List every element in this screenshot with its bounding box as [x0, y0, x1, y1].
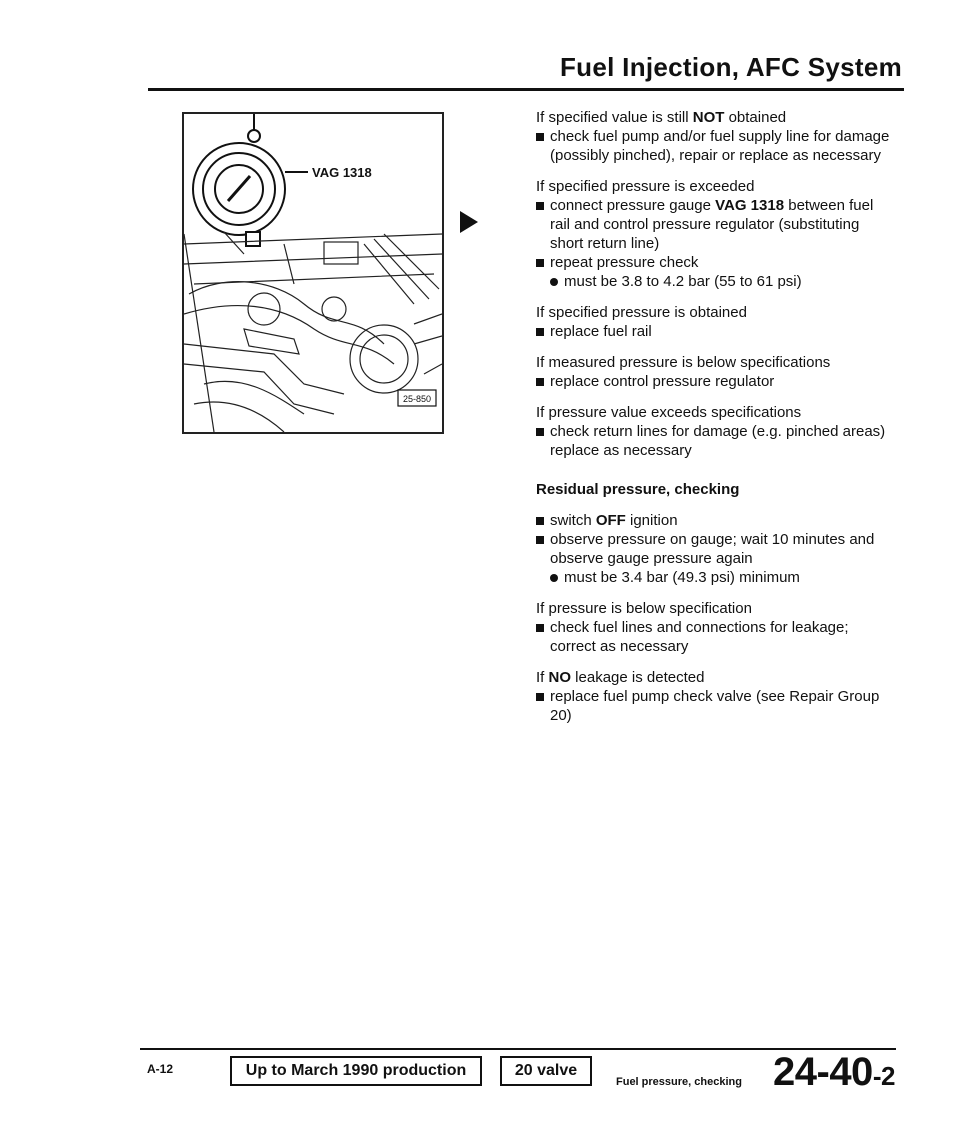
- list-item: check fuel pump and/or fuel supply line for damage (possibly pinched), repair or replace as necessary: [536, 127, 896, 165]
- page-title: Fuel Injection, AFC System: [560, 52, 903, 82]
- procedure-text: [536, 108, 896, 737]
- list-item: replace fuel rail: [536, 322, 896, 341]
- page-number: 24-40-2: [773, 1050, 895, 1094]
- production-label: Up to March 1990 production: [230, 1056, 482, 1086]
- footer-caption: Fuel pressure, checking: [616, 1076, 742, 1088]
- pressure-gauge-icon: [193, 114, 308, 246]
- list-item: observe pressure on gauge; wait 10 minutes and observe gauge pressure again: [536, 530, 896, 568]
- block-exceeded: If specified pressure is exceeded connect pressure gauge VAG 1318 between fuel rail and control pressure regulator (substituting short return line) repeat pressure check must be 3.8 to 4.2 bar (55 to 61 psi): [536, 177, 896, 291]
- block-exceeds-spec: If pressure value exceeds specifications check return lines for damage (e.g. pinched areas) replace as necessary: [536, 403, 896, 460]
- list-item: repeat pressure check: [536, 253, 896, 272]
- figure-code: 25-850: [403, 394, 432, 404]
- valve-label: 20 valve: [500, 1056, 592, 1086]
- block-no-leakage: If NO leakage is detected replace fuel pump check valve (see Repair Group 20): [536, 668, 896, 725]
- list-item: replace control pressure regulator: [536, 372, 896, 391]
- block-residual: [536, 511, 896, 587]
- pointer-arrow-icon: [460, 211, 478, 233]
- header-rule: [148, 88, 904, 91]
- engine-illustration: [182, 112, 444, 434]
- list-item: connect pressure gauge VAG 1318 between fuel rail and control pressure regulator (substituting short return line): [536, 196, 896, 253]
- list-subitem: must be 3.8 to 4.2 bar (55 to 61 psi): [536, 272, 896, 291]
- page-code: A-12: [147, 1062, 174, 1076]
- list-item: check fuel lines and connections for leakage; correct as necessary: [536, 618, 896, 656]
- block-below-spec: If measured pressure is below specifications replace control pressure regulator: [536, 353, 896, 391]
- gauge-label: VAG 1318: [312, 165, 372, 180]
- list-item: check return lines for damage (e.g. pinched areas) replace as necessary: [536, 422, 896, 460]
- section-heading: Residual pressure, checking: [536, 481, 740, 498]
- list-subitem: must be 3.4 bar (49.3 psi) minimum: [536, 568, 896, 587]
- block-obtained: If specified pressure is obtained replace fuel rail: [536, 303, 896, 341]
- list-item: switch OFF ignition: [536, 511, 896, 530]
- block-below-specification: If pressure is below specification check fuel lines and connections for leakage; correct as necessary: [536, 599, 896, 656]
- list-item: replace fuel pump check valve (see Repair Group 20): [536, 687, 896, 725]
- block-not-obtained: If specified value is still NOT obtained check fuel pump and/or fuel supply line for damage (possibly pinched), repair or replace as necessary: [536, 108, 896, 165]
